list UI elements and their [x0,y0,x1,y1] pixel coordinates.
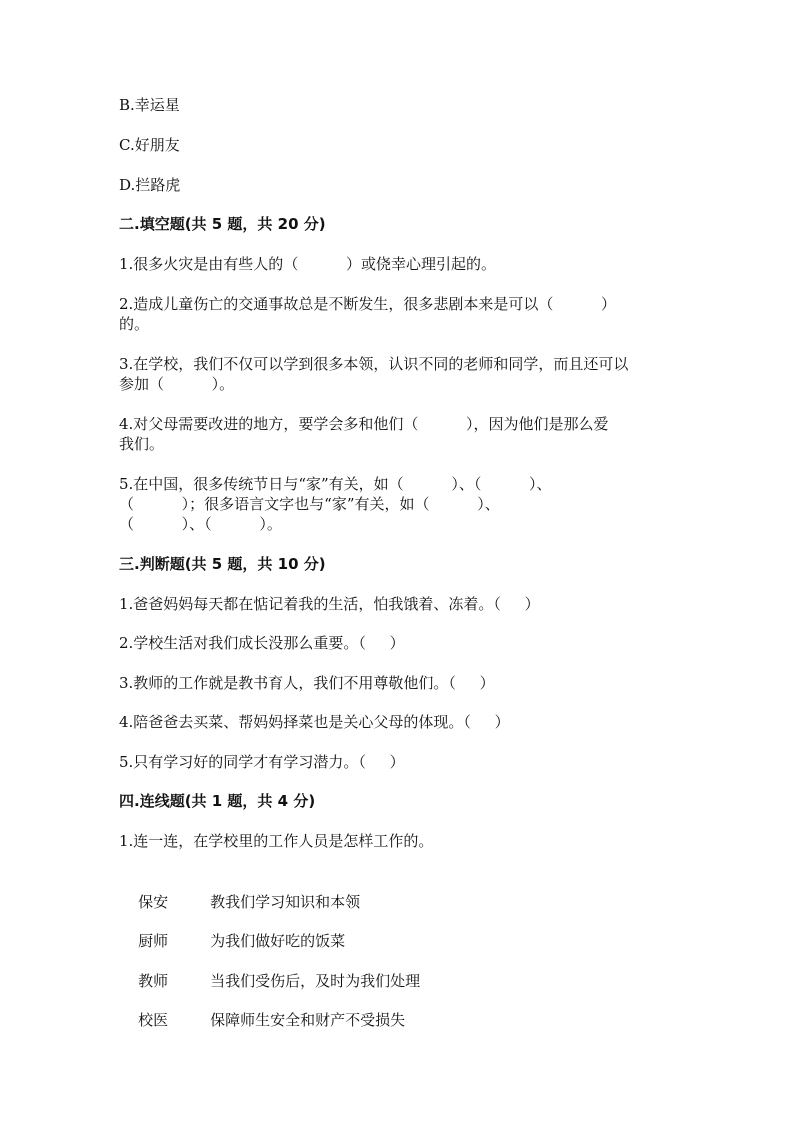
judge-question-1: 1.爸爸妈妈每天都在惦记着我的生活，怕我饿着、冻着。（ ） [119,595,540,613]
option-d: D.拦路虎 [119,176,181,194]
fill-question-4-line-2: 我们。 [119,435,165,453]
section-judgement-heading: 三.判断题(共 5 题，共 10 分) [119,555,326,573]
fill-question-5-line-2: （ ）；很多语言文字也与“家”有关，如（ ）、 [119,495,500,513]
matching-left: 教师 [138,972,169,990]
matching-right: 教我们学习知识和本领 [210,893,361,911]
matching-pair [119,987,405,1053]
section-matching-heading: 四.连线题(共 1 题，共 4 分) [119,792,316,810]
fill-question-5-line-1: 5.在中国，很多传统节日与“家”有关，如（ ）、（ ）、 [119,475,552,493]
option-c: C.好朋友 [119,136,180,154]
judge-question-4: 4.陪爸爸去买菜、帮妈妈择菜也是关心父母的体现。（ ） [119,713,510,731]
fill-question-3-line-1: 3.在学校，我们不仅可以学到很多本领，认识不同的老师和同学，而且还可以 [119,355,629,373]
fill-question-1: 1.很多火灾是由有些人的（ ）或侥幸心理引起的。 [119,255,496,273]
judge-question-5: 5.只有学习好的同学才有学习潜力。（ ） [119,753,405,771]
matching-right: 为我们做好吃的饭菜 [210,932,346,950]
section-fill-blank-heading: 二.填空题(共 5 题，共 20 分) [119,215,326,233]
fill-question-2-line-1: 2.造成儿童伤亡的交通事故总是不断发生，很多悲剧本来是可以（ ） [119,295,616,313]
matching-question-1: 1.连一连，在学校里的工作人员是怎样工作的。 [119,832,434,850]
fill-question-4-line-1: 4.对父母需要改进的地方，要学会多和他们（ ），因为他们是那么爱 [119,415,609,433]
matching-right: 当我们受伤后，及时为我们处理 [210,972,421,990]
matching-left: 厨师 [138,932,169,950]
judge-question-2: 2.学校生活对我们成长没那么重要。（ ） [119,634,405,652]
matching-left: 校医 [138,1011,169,1029]
fill-question-3-line-2: 参加（ ）。 [119,375,235,393]
judge-question-3: 3.教师的工作就是教书育人，我们不用尊敬他们。（ ） [119,674,495,692]
fill-question-2-line-2: 的。 [119,315,150,333]
matching-left: 保安 [138,893,169,911]
option-b: B.幸运星 [119,96,180,114]
matching-right: 保障师生安全和财产不受损失 [210,1011,406,1029]
fill-question-5-line-3: （ ）、（ ）。 [119,515,282,533]
